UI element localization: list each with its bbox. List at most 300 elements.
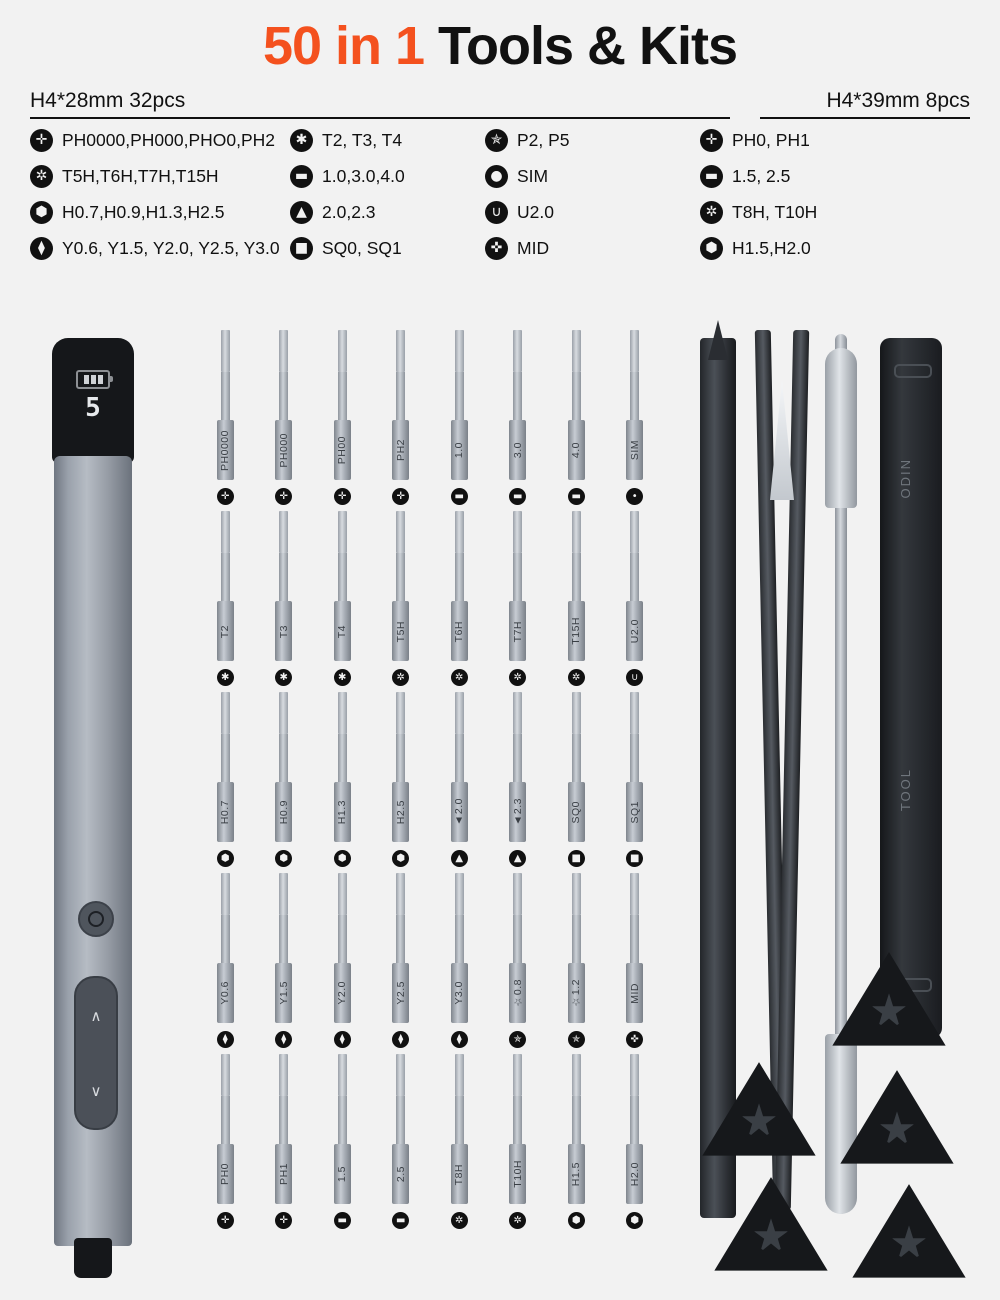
bit-type-icon: ⬢: [217, 850, 234, 867]
bit-type-icon: ✛: [275, 488, 292, 505]
product-illustration: [0, 320, 1000, 1300]
slotted-icon: ▬: [700, 165, 723, 188]
bit-shaft: [392, 692, 409, 842]
bit-type-icon: ⧫: [392, 1031, 409, 1048]
bit-tip: [630, 511, 639, 553]
bit-shaft: [626, 873, 643, 1023]
screwdriver-bit: [489, 511, 548, 686]
bit-shaft: [392, 1054, 409, 1204]
screwdriver-bit: [313, 330, 372, 505]
legend-item: [30, 129, 290, 152]
bit-tip: [630, 692, 639, 734]
legend-item: [700, 129, 910, 152]
screwdriver-bit: [606, 511, 665, 686]
bits-row: [196, 1054, 666, 1229]
bit-shank: [396, 372, 405, 420]
legend-label: T2, T3, T4: [322, 129, 403, 150]
bit-label: PH000: [277, 432, 290, 468]
bit-type-icon: ✱: [275, 669, 292, 686]
triangle-pick: [700, 1060, 818, 1164]
bit-shank: [455, 1096, 464, 1144]
bit-label: PH0: [219, 1163, 232, 1186]
screwdriver-bit: [547, 330, 606, 505]
bit-hex-body: [275, 420, 292, 480]
bit-tip: [513, 692, 522, 734]
bit-label: 2.5: [394, 1166, 407, 1183]
bit-tip: [572, 330, 581, 372]
bit-label: PH2: [394, 439, 407, 462]
bit-tip: [396, 1054, 405, 1096]
bit-shank: [513, 372, 522, 420]
bit-hex-body: [451, 420, 468, 480]
bit-label: Y2.0: [336, 981, 349, 1005]
bit-tip: [279, 692, 288, 734]
bit-type-icon: ▬: [451, 488, 468, 505]
plastic-opener: [880, 338, 942, 1038]
bit-type-icon: ⬢: [334, 850, 351, 867]
opener-text-top: ODIN: [898, 458, 913, 499]
legend-item: [700, 201, 910, 224]
triangle-pick: [838, 1068, 956, 1172]
title-rest: Tools & Kits: [424, 16, 738, 76]
screwdriver-bit: [255, 692, 314, 867]
bit-shank: [338, 553, 347, 601]
bit-shank: [396, 915, 405, 963]
bit-shaft: [509, 330, 526, 480]
bit-shaft: [626, 692, 643, 842]
legend-label: H1.5,H2.0: [732, 237, 811, 258]
bit-tip: [513, 873, 522, 915]
bit-tip: [455, 873, 464, 915]
bit-shank: [572, 372, 581, 420]
bit-tip: [572, 692, 581, 734]
bit-shaft: [509, 1054, 526, 1204]
legend-item: [290, 201, 485, 224]
bit-hex-body: [392, 963, 409, 1023]
bit-shaft: [334, 873, 351, 1023]
bit-label: SQ0: [570, 800, 583, 824]
bit-tip: [572, 511, 581, 553]
screwdriver-bit: [489, 873, 548, 1048]
page-title: [0, 0, 1000, 75]
bit-type-icon: ▬: [392, 1212, 409, 1229]
bit-tip: [513, 511, 522, 553]
bit-shaft: [451, 1054, 468, 1204]
phillips-icon: ✛: [700, 129, 723, 152]
screwdriver-bit: [430, 330, 489, 505]
bit-label: PH1: [277, 1163, 290, 1186]
bit-hex-body: [568, 963, 585, 1023]
bit-shank: [572, 915, 581, 963]
bit-shank: [279, 915, 288, 963]
mid-icon: ✜: [485, 237, 508, 260]
legend-label: 1.0,3.0,4.0: [322, 165, 405, 186]
bit-hex-body: [392, 420, 409, 480]
bit-type-icon: ⬢: [392, 850, 409, 867]
bit-shank: [630, 915, 639, 963]
bit-shank: [455, 372, 464, 420]
rocker-down-label: ∨: [90, 1082, 102, 1100]
bit-shaft: [334, 692, 351, 842]
bit-type-icon: ✛: [217, 1212, 234, 1229]
bit-shaft: [217, 511, 234, 661]
bit-label: T7H: [511, 620, 524, 642]
bit-type-icon: ✯: [568, 1031, 585, 1048]
bit-hex-body: [275, 601, 292, 661]
bit-shaft: [568, 873, 585, 1023]
screwdriver-bit: [196, 511, 255, 686]
bit-tip: [279, 511, 288, 553]
bit-label: U2.0: [628, 619, 641, 644]
triangle-pick: [712, 1175, 830, 1279]
screwdriver-bit: [606, 1054, 665, 1229]
screwdriver-bit: [372, 1054, 431, 1229]
bit-tip: [338, 692, 347, 734]
torx-icon: ✱: [290, 129, 313, 152]
bit-type-icon: ✛: [392, 488, 409, 505]
bit-shank: [338, 915, 347, 963]
power-button[interactable]: [78, 901, 114, 937]
bit-hex-body: [334, 963, 351, 1023]
bit-shaft: [568, 692, 585, 842]
bit-shaft: [509, 511, 526, 661]
bit-shaft: [451, 330, 468, 480]
bit-type-icon: ✲: [509, 1212, 526, 1229]
bit-type-icon: ✛: [275, 1212, 292, 1229]
legend-label: T5H,T6H,T7H,T15H: [62, 165, 219, 186]
bit-hex-body: [626, 782, 643, 842]
bit-type-icon: ∪: [626, 669, 643, 686]
bit-label: H0.9: [277, 800, 290, 825]
bit-shaft: [275, 873, 292, 1023]
screwdriver-bit: [196, 692, 255, 867]
bit-type-icon: ✛: [334, 488, 351, 505]
bit-label: T10H: [511, 1160, 524, 1189]
screwdriver-bit: [547, 692, 606, 867]
screwdriver-chuck: [74, 1238, 112, 1278]
bit-hex-body: [626, 963, 643, 1023]
bit-shaft: [392, 511, 409, 661]
bit-label: T6H: [453, 620, 466, 642]
bit-hex-body: [568, 782, 585, 842]
bit-type-icon: ▬: [334, 1212, 351, 1229]
screwdriver-bit: [489, 330, 548, 505]
screwdriver-bit: [430, 873, 489, 1048]
bit-shaft: [217, 692, 234, 842]
bit-label: T8H: [453, 1163, 466, 1185]
bit-type-icon: ▬: [568, 488, 585, 505]
bit-shaft: [392, 873, 409, 1023]
bit-label: T15H: [570, 617, 583, 646]
rocker-up-label: ∧: [90, 1007, 102, 1025]
hex-icon: ⬢: [30, 201, 53, 224]
bit-hex-body: [509, 782, 526, 842]
bit-hex-body: [217, 420, 234, 480]
bit-tip: [396, 873, 405, 915]
bit-shank: [630, 553, 639, 601]
bit-hex-body: [626, 601, 643, 661]
legend-column-2: [290, 129, 485, 260]
bit-type-icon: ⬢: [275, 850, 292, 867]
bit-shaft: [217, 1054, 234, 1204]
screwdriver-bit: [430, 511, 489, 686]
screwdriver-barrel: [54, 456, 132, 1246]
legend-label: PH0000,PH000,PHO0,PH2: [62, 129, 276, 150]
screwdriver-display: [74, 370, 112, 422]
bit-tip: [221, 1054, 230, 1096]
legend-item: [485, 165, 700, 188]
bit-label: H1.5: [570, 1162, 583, 1187]
bit-type-icon: ✛: [217, 488, 234, 505]
bit-type-icon: ⧫: [334, 1031, 351, 1048]
bit-tip: [630, 1054, 639, 1096]
bit-hex-body: [568, 601, 585, 661]
legend-item: [30, 165, 290, 188]
legend-label: SIM: [517, 165, 549, 186]
bit-type-icon: ▲: [451, 850, 468, 867]
bit-type-icon: ▲: [509, 850, 526, 867]
bit-label: H2.5: [394, 800, 407, 825]
bit-type-icon: ■: [568, 850, 585, 867]
legend-item: [290, 165, 485, 188]
bit-shaft: [334, 330, 351, 480]
bits-row: [196, 330, 666, 505]
bit-tip: [455, 511, 464, 553]
bit-label: 1.0: [453, 442, 466, 459]
bit-hex-body: [217, 1144, 234, 1204]
torx-security-icon: ✲: [30, 165, 53, 188]
legend-item: [700, 237, 910, 260]
bit-shaft: [334, 1054, 351, 1204]
bit-shank: [221, 553, 230, 601]
bit-label: T5H: [394, 620, 407, 642]
bit-shaft: [626, 330, 643, 480]
bit-hex-body: [509, 420, 526, 480]
screwdriver-bit: [606, 692, 665, 867]
bit-hex-body: [626, 420, 643, 480]
bit-shank: [338, 734, 347, 782]
bit-type-icon: ▬: [509, 488, 526, 505]
bit-shank: [630, 372, 639, 420]
legend-label: U2.0: [517, 201, 554, 222]
legend-item: [485, 237, 700, 260]
bit-shank: [279, 734, 288, 782]
bits-row: [196, 511, 666, 686]
screwdriver-bit: [547, 1054, 606, 1229]
legend-item: [290, 129, 485, 152]
triangle-icon: ▲: [290, 201, 313, 224]
screwdriver-cap: [52, 338, 134, 463]
bit-tip: [513, 330, 522, 372]
screwdriver-bit: [196, 1054, 255, 1229]
opener-slot-top: [894, 364, 932, 378]
screwdriver-bit: [606, 873, 665, 1048]
bit-shaft: [568, 330, 585, 480]
bit-shank: [572, 734, 581, 782]
bit-type-icon: ✲: [509, 669, 526, 686]
bit-tip: [338, 330, 347, 372]
bit-tip: [455, 692, 464, 734]
triangle-pick: [850, 1182, 968, 1286]
screwdriver-bit: [196, 330, 255, 505]
bit-label: ☆0.8: [511, 978, 524, 1008]
bit-type-icon: ✯: [509, 1031, 526, 1048]
bits-row: [196, 873, 666, 1048]
bit-hex-body: [509, 601, 526, 661]
opener-text-bottom: TOOL: [898, 768, 913, 812]
bit-label: Y3.0: [453, 981, 466, 1005]
bit-type-icon: ⧫: [451, 1031, 468, 1048]
bit-tip: [279, 873, 288, 915]
slotted-icon: ▬: [290, 165, 313, 188]
bit-tip: [338, 1054, 347, 1096]
legend-column-1: [30, 129, 290, 260]
screwdriver-bit: [372, 330, 431, 505]
bit-label: PH0000: [219, 429, 232, 471]
bit-shank: [279, 1096, 288, 1144]
bit-tip: [513, 1054, 522, 1096]
bit-shaft: [626, 511, 643, 661]
bit-type-icon: ✜: [626, 1031, 643, 1048]
bit-label: 4.0: [570, 442, 583, 459]
bit-hex-body: [392, 782, 409, 842]
bit-hex-body: [275, 782, 292, 842]
legend-label: P2, P5: [517, 129, 570, 150]
bit-label: ☆1.2: [570, 978, 583, 1008]
bit-shaft: [451, 873, 468, 1023]
screwdriver-bit: [313, 1054, 372, 1229]
bit-type-icon: ✲: [568, 669, 585, 686]
bit-label: 3.0: [511, 442, 524, 459]
battery-icon: [76, 370, 110, 389]
legend-label: T8H, T10H: [732, 201, 818, 222]
spec-header-right: H4*39mm 8pcs: [826, 88, 970, 112]
bit-hex-body: [217, 963, 234, 1023]
bits-grid: [196, 330, 666, 1235]
direction-rocker[interactable]: [74, 976, 118, 1130]
bit-shank: [513, 734, 522, 782]
bit-hex-body: [334, 601, 351, 661]
bit-shank: [455, 553, 464, 601]
torx-security-icon: ✲: [700, 201, 723, 224]
bit-type-icon: ⬢: [626, 1212, 643, 1229]
bit-hex-body: [451, 782, 468, 842]
screwdriver-bit: [430, 1054, 489, 1229]
bit-shaft: [275, 511, 292, 661]
bit-type-icon: ✲: [451, 669, 468, 686]
bit-hex-body: [509, 1144, 526, 1204]
screwdriver-bit: [313, 873, 372, 1048]
hex-icon: ⬢: [700, 237, 723, 260]
bit-shaft: [275, 692, 292, 842]
bit-hex-body: [392, 601, 409, 661]
bit-hex-body: [568, 1144, 585, 1204]
bit-tip: [279, 330, 288, 372]
bits-row: [196, 692, 666, 867]
bit-shaft: [275, 1054, 292, 1204]
bit-label: MID: [628, 982, 641, 1004]
bit-tip: [572, 873, 581, 915]
bit-type-icon: ✱: [217, 669, 234, 686]
legend-label: PH0, PH1: [732, 129, 810, 150]
bit-shank: [513, 1096, 522, 1144]
bit-hex-body: [392, 1144, 409, 1204]
bit-label: T4: [336, 624, 349, 638]
bit-shaft: [392, 330, 409, 480]
bit-shaft: [568, 1054, 585, 1204]
screwdriver-bit: [606, 330, 665, 505]
screwdriver-bit: [430, 692, 489, 867]
bit-tip: [396, 692, 405, 734]
screwdriver-bit: [372, 692, 431, 867]
legend-item: [485, 129, 700, 152]
legend: [0, 119, 1000, 260]
bit-label: Y1.5: [277, 981, 290, 1005]
legend-label: H0.7,H0.9,H1.3,H2.5: [62, 201, 225, 222]
battery-level: 5: [85, 393, 101, 423]
u-shape-icon: ∪: [485, 201, 508, 224]
bit-label: SIM: [628, 440, 641, 461]
legend-label: 2.0,2.3: [322, 201, 376, 222]
bit-hex-body: [451, 1144, 468, 1204]
legend-item: [700, 165, 910, 188]
screwdriver-bit: [196, 873, 255, 1048]
bit-shaft: [626, 1054, 643, 1204]
bit-shaft: [217, 873, 234, 1023]
pick-group: [690, 950, 990, 1290]
bit-shank: [630, 734, 639, 782]
tri-wing-icon: ⧫: [30, 237, 53, 260]
screwdriver-bit: [313, 692, 372, 867]
bit-hex-body: [451, 601, 468, 661]
bit-tip: [455, 330, 464, 372]
spudger-blade-top: [825, 348, 857, 508]
bit-shaft: [509, 692, 526, 842]
bit-shank: [221, 734, 230, 782]
legend-column-4: [700, 129, 910, 260]
bit-type-icon: ✲: [451, 1212, 468, 1229]
bit-label: T2: [219, 624, 232, 638]
legend-item: [290, 237, 485, 260]
legend-item: [30, 201, 290, 224]
screwdriver-bit: [489, 1054, 548, 1229]
screwdriver-bit: [489, 692, 548, 867]
bit-hex-body: [451, 963, 468, 1023]
legend-label: Y0.6, Y1.5, Y2.0, Y2.5, Y3.0: [62, 237, 280, 258]
rule-right: [760, 117, 970, 119]
bit-shaft: [568, 511, 585, 661]
bit-shank: [279, 553, 288, 601]
legend-column-3: [485, 129, 700, 260]
bit-hex-body: [568, 420, 585, 480]
bit-shank: [338, 372, 347, 420]
bit-type-icon: ⧫: [275, 1031, 292, 1048]
square-icon: ■: [290, 237, 313, 260]
legend-label: MID: [517, 237, 550, 258]
bit-type-icon: ■: [626, 850, 643, 867]
phillips-icon: ✛: [30, 129, 53, 152]
legend-label: SQ0, SQ1: [322, 237, 402, 258]
sim-icon: ●: [485, 165, 508, 188]
screwdriver-bit: [372, 873, 431, 1048]
bit-label: PH00: [336, 436, 349, 465]
bit-tip: [221, 692, 230, 734]
bit-label: H1.3: [336, 800, 349, 825]
bit-type-icon: ⧫: [217, 1031, 234, 1048]
bit-shank: [572, 553, 581, 601]
bit-shaft: [217, 330, 234, 480]
bit-hex-body: [275, 963, 292, 1023]
